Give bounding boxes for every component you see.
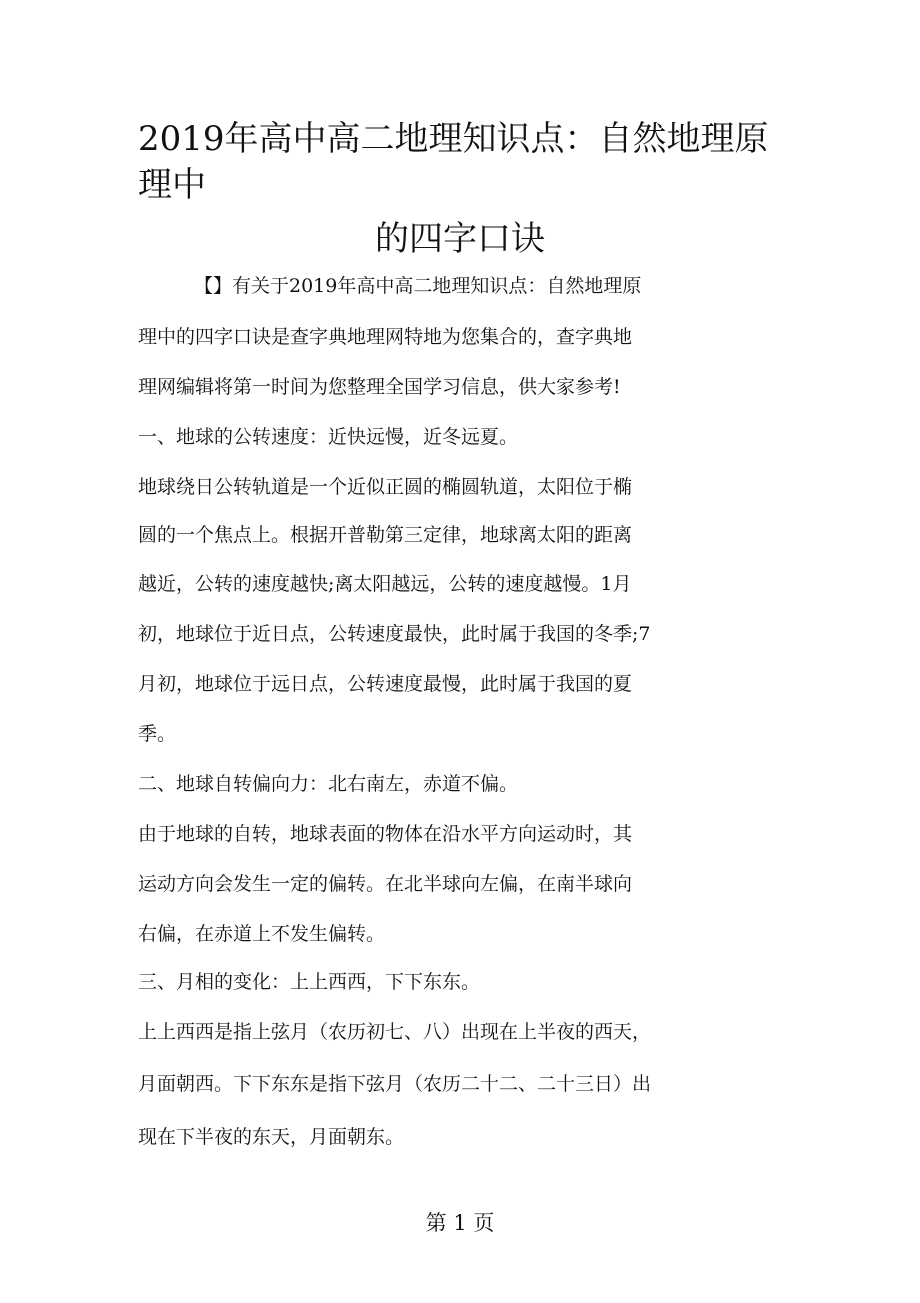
body-line: 月初，地球位于远日点，公转速度最慢，此时属于我国的夏 — [138, 673, 633, 695]
body-line: 由于地球的自转，地球表面的物体在沿水平方向运动时，其 — [138, 823, 633, 845]
title-line-3: 的四字口诀 — [375, 219, 545, 259]
section-heading-2: 二、地球自转偏向力：北右南左，赤道不偏。 — [138, 773, 519, 795]
body-line: 季。 — [138, 723, 177, 745]
body-line: 运动方向会发生一定的偏转。在北半球向左偏，在南半球向 — [138, 873, 633, 895]
intro-line-2: 理中的四字口诀是查字典地理网特地为您集合的，查字典地 — [138, 326, 633, 348]
intro-line-1: 【】有关于2019年高中高二地理知识点：自然地理原 — [194, 275, 642, 297]
body-line: 右偏，在赤道上不发生偏转。 — [138, 923, 386, 945]
title-line-2: 理中 — [138, 165, 206, 205]
body-line: 越近，公转的速度越快;离太阳越远，公转的速度越慢。1月 — [138, 573, 632, 595]
page-number: 第 1 页 — [425, 1211, 495, 1235]
section-heading-3: 三、月相的变化：上上西西，下下东东。 — [138, 971, 481, 993]
section-heading-1: 一、地球的公转速度：近快远慢，近冬远夏。 — [138, 426, 519, 448]
intro-line-3: 理网编辑将第一时间为您整理全国学习信息，供大家参考! — [138, 376, 621, 398]
title-line-1: 2019年高中高二地理知识点：自然地理原 — [138, 119, 769, 159]
body-line: 圆的一个焦点上。根据开普勒第三定律，地球离太阳的距离 — [138, 524, 633, 546]
body-line: 上上西西是指上弦月（农历初七、八）出现在上半夜的西天， — [138, 1021, 652, 1043]
body-line: 月面朝西。下下东东是指下弦月（农历二十二、二十三日）出 — [138, 1073, 652, 1095]
body-line: 初，地球位于近日点，公转速度最快，此时属于我国的冬季;7 — [138, 623, 651, 645]
body-line: 现在下半夜的东天，月面朝东。 — [138, 1126, 405, 1148]
body-line: 地球绕日公转轨道是一个近似正圆的椭圆轨道，太阳位于椭 — [138, 476, 633, 498]
